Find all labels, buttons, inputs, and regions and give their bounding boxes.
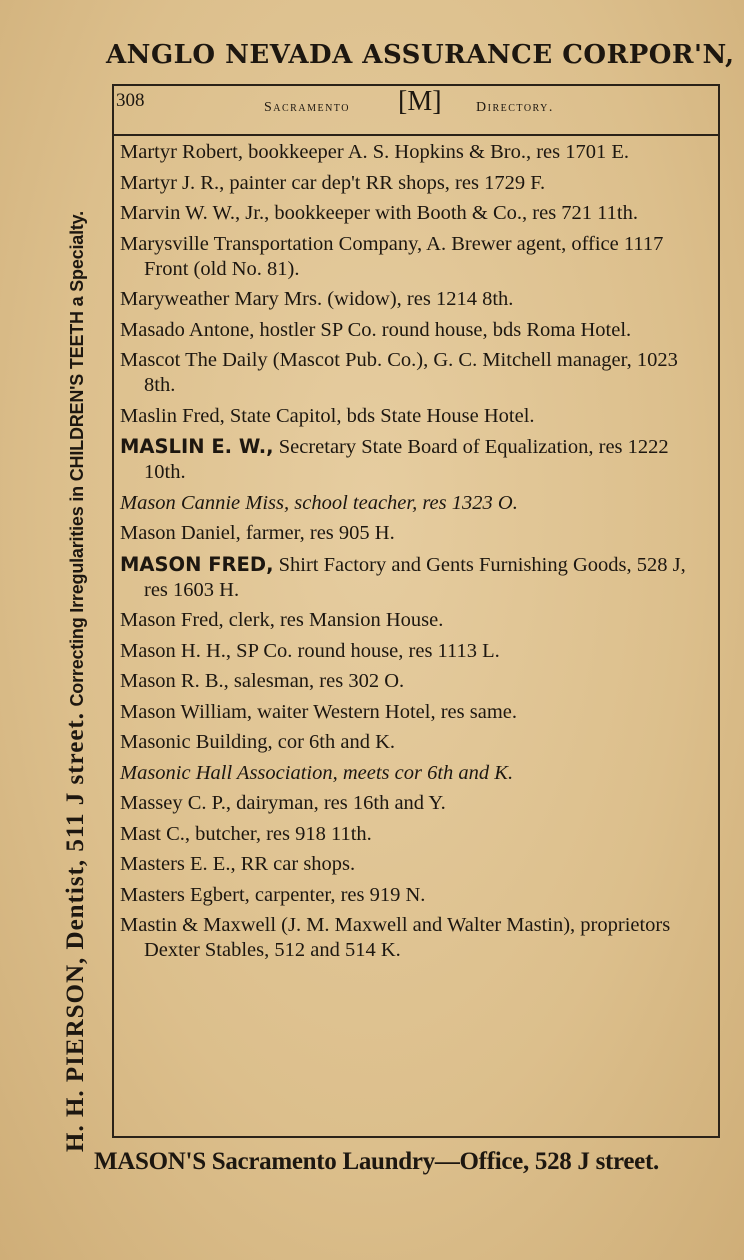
entry-text: Masters E. E., RR car shops. xyxy=(120,853,356,875)
directory-entry xyxy=(120,883,712,908)
bottom-advertisement: MASON'S Sacramento Laundry—Office, 528 J street. xyxy=(94,1148,659,1175)
side-ad-rest: Correcting Irregularities in CHILDREN'S TEETH a Specialty. xyxy=(67,211,87,707)
running-head-right: Directory. xyxy=(476,100,554,115)
entry-text: Maslin Fred, State Capitol, bds State House Hotel. xyxy=(120,404,535,427)
entry-text: Mason R. B., salesman, res 302 O. xyxy=(120,670,405,692)
right-rule xyxy=(718,84,720,1138)
directory-entry xyxy=(120,287,712,312)
bottom-rule xyxy=(112,1136,720,1138)
entry-text: Mast C., butcher, res 918 11th. xyxy=(120,822,372,845)
directory-entry xyxy=(120,140,712,165)
entry-text: Masado Antone, hostler SP Co. round house, bds Roma Hotel. xyxy=(120,318,632,341)
directory-entry xyxy=(120,761,712,786)
entry-text: Mason H. H., SP Co. round house, res 1113 L. xyxy=(120,639,500,662)
side-ad-lead: H. H. PIERSON, Dentist, 511 J street. xyxy=(62,712,89,1152)
directory-entry xyxy=(120,201,712,226)
directory-entry xyxy=(120,791,712,816)
entry-text: Maryweather Mary Mrs. (widow), res 1214 8th. xyxy=(120,288,514,310)
directory-entry xyxy=(120,232,712,282)
entry-text: Mastin & Maxwell (J. M. Maxwell and Walter Mastin), proprietors Dexter Stables, 512 and 514 K. xyxy=(120,914,671,961)
running-header xyxy=(116,86,716,122)
entry-text: Secretary State Board of Equalization, res 1222 10th. xyxy=(144,436,669,483)
directory-entry xyxy=(120,521,712,546)
directory-entry xyxy=(120,404,712,429)
running-head-left: Sacramento xyxy=(264,100,350,115)
directory-entry xyxy=(120,318,712,343)
side-advertisement xyxy=(50,72,102,1152)
entry-text: Mason Fred, clerk, res Mansion House. xyxy=(120,609,444,631)
directory-entry xyxy=(120,669,712,694)
entry-text: Masonic Hall Association, meets cor 6th and K. xyxy=(120,761,514,784)
entry-text: Martyr Robert, bookkeeper A. S. Hopkins & Bro., res 1701 E. xyxy=(120,141,630,163)
top-advertisement: ANGLO NEVADA ASSURANCE CORPOR'N, xyxy=(106,40,735,70)
entry-bold-name: MASON FRED, xyxy=(120,552,274,576)
directory-entry xyxy=(120,700,712,725)
directory-entry xyxy=(120,552,712,603)
entry-text: Mascot The Daily (Mascot Pub. Co.), G. C. Mitchell manager, 1023 8th. xyxy=(120,349,678,396)
entry-text: Mason Daniel, farmer, res 905 H. xyxy=(120,522,395,544)
entry-text: Martyr J. R., painter car dep't RR shops, res 1729 F. xyxy=(120,171,546,194)
directory-entry xyxy=(120,913,712,963)
directory-entry xyxy=(120,852,712,877)
directory-entry xyxy=(120,822,712,847)
entry-text: Marysville Transportation Company, A. Brewer agent, office 1117 Front (old No. 81). xyxy=(120,232,664,280)
directory-entry xyxy=(120,730,712,755)
page-number: 308 xyxy=(116,90,145,111)
entry-text: Masonic Building, cor 6th and K. xyxy=(120,731,396,753)
directory-entry xyxy=(120,639,712,664)
directory-entries xyxy=(120,140,712,969)
header-rule xyxy=(112,134,720,136)
entry-text: Massey C. P., dairyman, res 16th and Y. xyxy=(120,792,446,814)
left-rule xyxy=(112,84,114,1138)
directory-entry xyxy=(120,491,712,516)
entry-bold-name: MASLIN E. W., xyxy=(120,435,274,458)
directory-entry xyxy=(120,434,712,485)
entry-text: Mason William, waiter Western Hotel, res same. xyxy=(120,700,517,723)
directory-entry xyxy=(120,348,712,398)
directory-entry xyxy=(120,171,712,196)
entry-text: Shirt Factory and Gents Furnishing Goods, 528 J, res 1603 H. xyxy=(144,553,686,601)
entry-text: Marvin W. W., Jr., bookkeeper with Booth & Co., res 721 11th. xyxy=(120,202,638,224)
section-letter: [M] xyxy=(398,86,442,117)
directory-entry xyxy=(120,608,712,633)
entry-text: Mason Cannie Miss, school teacher, res 1323 O. xyxy=(120,491,518,514)
entry-text: Masters Egbert, carpenter, res 919 N. xyxy=(120,883,426,906)
